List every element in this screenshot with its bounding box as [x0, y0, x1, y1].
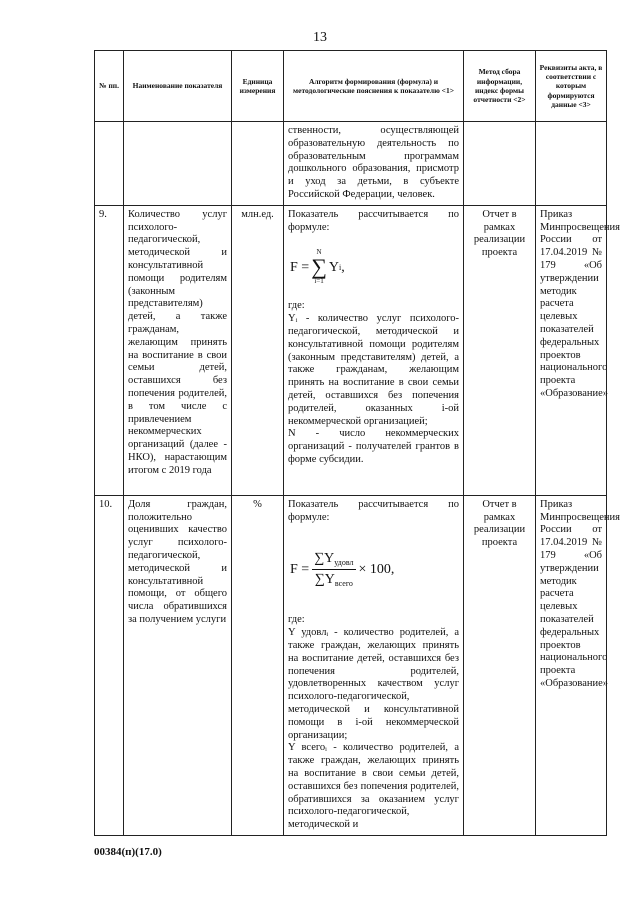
formula-intro: Показатель рассчитывается по формуле:: [288, 498, 459, 523]
row-requisites: Приказ Минпросвещения России от 17.04.2019 № 179 «Об утверждении методик расчета целевых показателей федеральных проектов национального проекта «Образование»: [536, 495, 607, 835]
formula-intro: Показатель рассчитывается по формуле:: [288, 208, 459, 233]
page-number: 13: [313, 30, 327, 45]
formula-explanation: N - число некоммерческих организаций - получателей грантов в форме субсидии.: [288, 428, 459, 465]
row-method: Отчет в рамках реализации проекта: [464, 205, 536, 495]
table-header-row: [95, 51, 607, 122]
indicators-table: [94, 50, 620, 836]
header-algorithm: Алгоритм формирования (формула) и методологические пояснения к показателю <1>: [284, 51, 464, 122]
header-name: Наименование показателя: [124, 51, 232, 122]
row-indicator-name: Количество услуг психолого-педагогической, методической и консультативной помощи родителям (законным представителям) детей, а также гражданам, желающим принять на воспитание в свои семьи детей, оставшихся без попечения родителей, в том числе с привлечением некоммерческих организаций (далее - НКО), нарастающим итогом с 2019 года: [124, 205, 232, 495]
table-row: [95, 495, 607, 835]
row-indicator-name: Доля граждан, положительно оценивших качество услуг психолого-педагогической, методической и консультативной помощи, от общего числа обратившихся за получением услуги: [124, 495, 232, 835]
header-unit: Единица измерения: [232, 51, 284, 122]
table-row-continuation: [95, 122, 607, 206]
row-requisites: Приказ Минпросвещения России от 17.04.2019 № 179 «Об утверждении методик расчета целевых показателей федеральных проектов национального проекта «Образование»: [536, 205, 607, 495]
row-algorithm: [284, 205, 464, 495]
formula-where: где:: [288, 300, 305, 312]
row-method: Отчет в рамках реализации проекта: [464, 495, 536, 835]
row-num: 10.: [95, 495, 124, 835]
continuation-algorithm: ственности, осуществляющей образовательную деятельность по образовательным программам дошкольного образования, присмотр и уход за детьми, в субъекте Российской Федерации, человек.: [284, 122, 464, 206]
formula-explanation: Y удовлᵢ - количество родителей, а также граждан, желающих принять на воспитание детей, оставшихся без попечения родителей, удовлетворенных качеством услуг психолого-педагогической, методической и консультативной помощи в i-ой некоммерческой организации;: [288, 627, 459, 741]
table-row: [95, 205, 607, 495]
footer-code: 00384(п)(17.0): [94, 846, 162, 858]
header-num: № пп.: [95, 51, 124, 122]
header-requisites: Реквизиты акта, в соответствии с которым формируются данные <3>: [536, 51, 607, 122]
formula-sum: F = N ∑ i=1 Y i ,: [290, 248, 345, 286]
row-unit: %: [232, 495, 284, 835]
row-algorithm: [284, 495, 464, 835]
formula-where: где:: [288, 614, 305, 626]
formula-explanation: Yᵢ - количество услуг психолого-педагогической, методической и консультативной помощи родителям (законным представителям) детей, а также гражданам, желающим принять на воспитание в свои семьи детей, оставшихся без попечения родителей, оказанных i-ой некоммерческой организацией;: [288, 313, 459, 427]
header-method: Метод сбора информации, индекс формы отчетности <2>: [464, 51, 536, 122]
row-unit: млн.ед.: [232, 205, 284, 495]
row-num: 9.: [95, 205, 124, 495]
formula-explanation: Y всегоᵢ - количество родителей, а также граждан, желающих принять на воспитание в свои семьи детей, оставшихся без попечения родителей, обратившихся за оказанием услуг психолого-педагогической, методической и: [288, 742, 459, 831]
formula-ratio: F = $\frac{\sum Y_{удовл}}{\sum Y_{всего}}$ × 100,: [290, 551, 395, 588]
